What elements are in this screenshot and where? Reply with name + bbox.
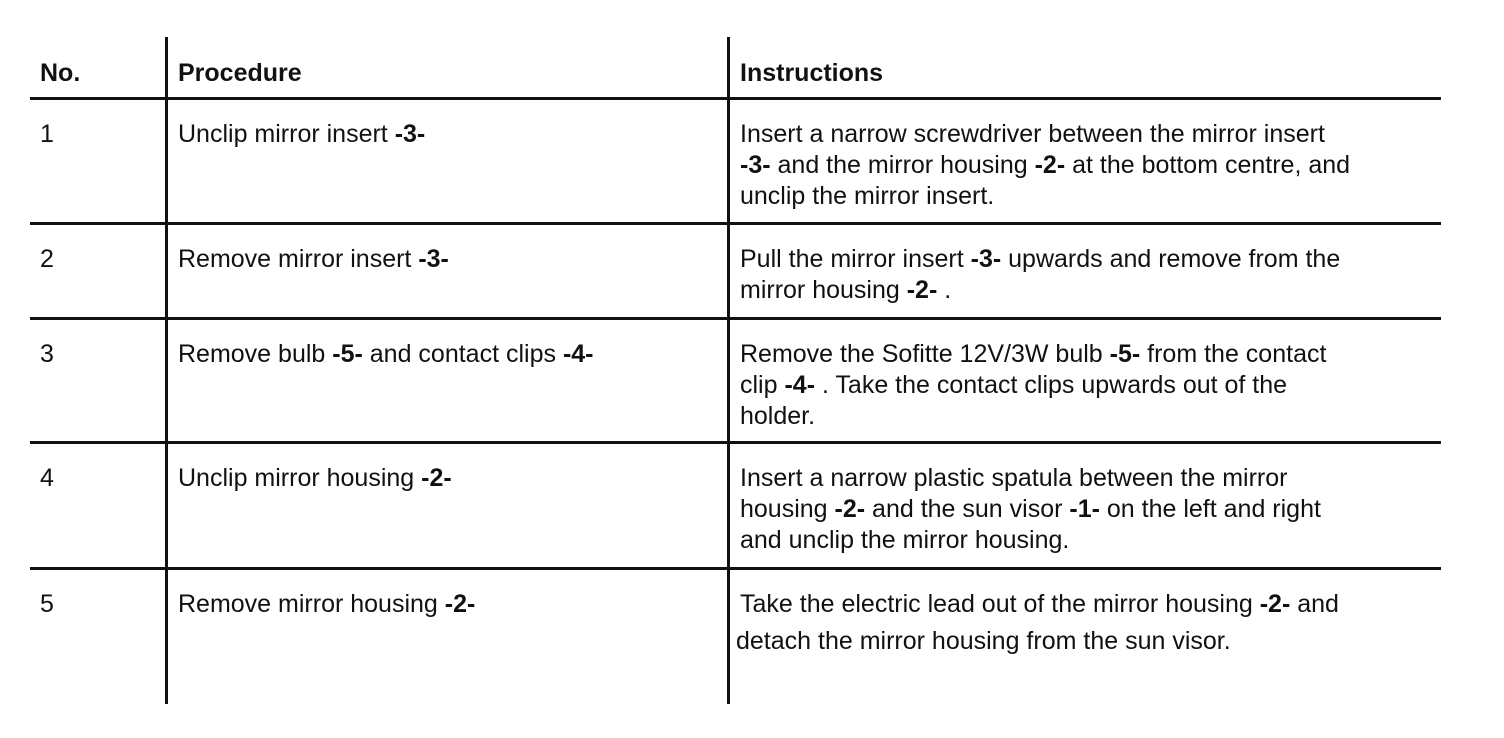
instruction-line xyxy=(740,494,1440,525)
procedure-cell xyxy=(178,589,718,620)
instruction-text: holder. xyxy=(740,402,816,430)
procedure-cell xyxy=(178,339,718,370)
instruction-text: at the bottom centre, and xyxy=(1065,151,1351,179)
instruction-line xyxy=(740,370,1440,401)
column-divider xyxy=(727,37,730,704)
part-reference: -2- xyxy=(1034,151,1066,179)
instruction-text: and the sun visor xyxy=(865,495,1070,523)
instruction-text: unclip the mirror insert. xyxy=(740,182,995,210)
row-number: 5 xyxy=(40,590,54,618)
procedure-cell xyxy=(178,119,718,150)
part-reference: -2- xyxy=(444,590,476,618)
instruction-text: mirror housing xyxy=(740,276,907,304)
instruction-line xyxy=(740,150,1440,181)
instruction-line xyxy=(740,463,1440,494)
row-divider xyxy=(30,567,1441,570)
instruction-line xyxy=(740,339,1440,370)
row-number: 4 xyxy=(40,464,54,492)
instruction-text: from the contact xyxy=(1140,340,1327,368)
procedure-text: and contact clips xyxy=(362,340,563,368)
row-number: 2 xyxy=(40,245,54,273)
procedure-cell xyxy=(178,463,718,494)
row-number: 3 xyxy=(40,340,54,368)
instruction-text: Pull the mirror insert xyxy=(740,245,971,273)
header-divider xyxy=(30,97,1441,100)
procedure-text: Unclip mirror housing xyxy=(178,464,422,492)
instruction-text: Insert a narrow plastic spatula between the mirror xyxy=(740,464,1288,492)
procedure-text: Remove mirror insert xyxy=(178,245,419,273)
part-reference: -1- xyxy=(1069,495,1100,523)
part-reference: -2- xyxy=(834,495,866,523)
header-instructions: Instructions xyxy=(740,59,884,87)
row-number: 1 xyxy=(40,120,54,148)
instruction-text: clip xyxy=(740,371,785,399)
row-divider xyxy=(30,222,1441,225)
instruction-text: . xyxy=(937,276,952,304)
part-reference: -2- xyxy=(906,276,938,304)
part-reference: -2- xyxy=(421,464,452,492)
instruction-text: detach the mirror housing from the sun visor. xyxy=(736,627,1231,655)
part-reference: -3- xyxy=(970,245,1002,273)
part-reference: -3- xyxy=(740,151,771,179)
instruction-line xyxy=(740,401,1440,432)
part-reference: -3- xyxy=(394,120,426,148)
row-divider xyxy=(30,317,1441,320)
instruction-text: . Take the contact clips upwards out of the xyxy=(815,371,1288,399)
procedure-cell xyxy=(178,244,718,275)
part-reference: -2- xyxy=(1259,590,1291,618)
instruction-text: Insert a narrow screwdriver between the mirror insert xyxy=(740,120,1325,148)
header-no: No. xyxy=(40,59,81,87)
instruction-text: upwards and remove from the xyxy=(1001,245,1341,273)
instruction-text: and xyxy=(1290,590,1339,618)
procedure-text: Unclip mirror insert xyxy=(178,120,395,148)
instruction-text: housing xyxy=(740,495,835,523)
instruction-text: and unclip the mirror housing. xyxy=(740,526,1070,554)
part-reference: -3- xyxy=(418,245,449,273)
instruction-text: on the left and right xyxy=(1099,495,1321,523)
instruction-text: and the mirror housing xyxy=(770,151,1035,179)
instruction-line xyxy=(740,589,1440,620)
part-reference: -4- xyxy=(562,340,594,368)
row-divider xyxy=(30,441,1441,444)
procedure-text: Remove bulb xyxy=(178,340,333,368)
instruction-text: Take the electric lead out of the mirror housing xyxy=(740,590,1260,618)
procedure-text: Remove mirror housing xyxy=(178,590,445,618)
column-divider xyxy=(165,37,168,704)
instruction-text: Remove the Sofitte 12V/3W bulb xyxy=(740,340,1110,368)
header-procedure: Procedure xyxy=(178,59,302,87)
instruction-line xyxy=(740,275,1440,306)
instruction-line xyxy=(740,119,1440,150)
instruction-line xyxy=(736,626,1436,657)
part-reference: -5- xyxy=(332,340,363,368)
part-reference: -4- xyxy=(784,371,816,399)
instruction-line xyxy=(740,181,1440,212)
instruction-line xyxy=(740,525,1440,556)
instruction-line xyxy=(740,244,1440,275)
part-reference: -5- xyxy=(1109,340,1141,368)
